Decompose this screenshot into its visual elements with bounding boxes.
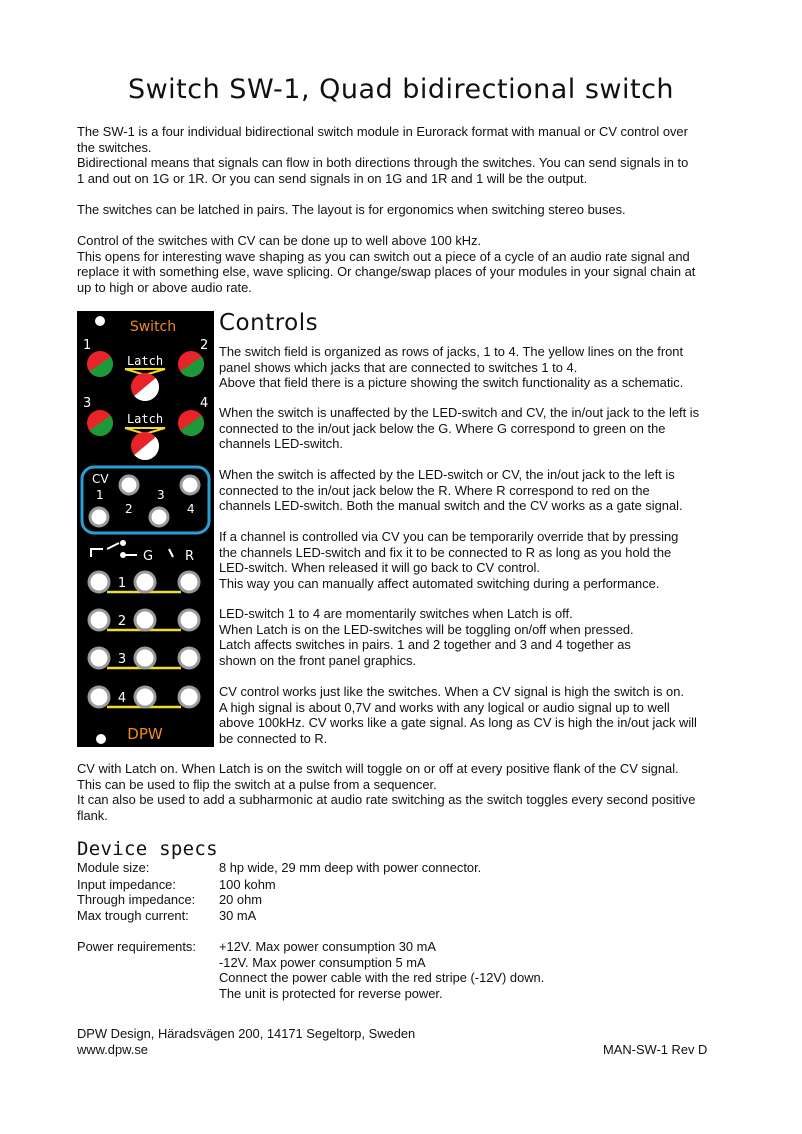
footer-website: www.dpw.se (77, 1042, 148, 1057)
latch-switch-2-icon (131, 432, 165, 466)
text-line: Connect the power cable with the red stripe (-12V) down. (219, 970, 545, 986)
spec-value (219, 860, 639, 876)
jack-3-g-icon (135, 648, 155, 668)
text-line: the channels LED-switch and fix it to be connected to R as long as you hold the (219, 544, 672, 560)
specs-heading: Device specs (77, 838, 218, 860)
mounting-hole-icon (95, 316, 105, 326)
jack-2-io-icon (89, 610, 109, 630)
text-line: Bidirectional means that signals can flow in both directions through the switches. You can send signals in to (77, 155, 689, 171)
text-line: 100 kohm (219, 877, 276, 892)
text-line: channels LED-switch. (219, 436, 343, 452)
latch-switch-1-icon (131, 373, 165, 407)
controls-paragraph-6 (219, 684, 729, 746)
controls-paragraph-2 (219, 405, 729, 452)
text-line: +12V. Max power consumption 30 mA (219, 939, 436, 954)
jack-row-number: 1 (117, 576, 127, 591)
led-switch-4-icon (178, 410, 209, 441)
text-line: connected to the in/out jack below the R. Where R correspond to red on the (219, 482, 650, 498)
page-title: Switch SW-1, Quad bidirectional switch (127, 74, 675, 105)
panel-title-label: Switch (129, 319, 177, 335)
text-line: A high signal is about 0,7V and works with any logical or audio signal up to well (219, 699, 670, 715)
cv-latch-paragraph (77, 761, 727, 823)
jack-1-g-icon (135, 572, 155, 592)
text-line: flank. (77, 807, 108, 823)
cv-jack-3-icon (181, 476, 199, 494)
jack-2-r-icon (179, 610, 199, 630)
intro-paragraph-1 (77, 124, 727, 186)
spec-label: Through impedance: (77, 892, 196, 907)
controls-paragraph-3 (219, 467, 729, 514)
spec-value (219, 877, 639, 893)
cv-number-4: 4 (187, 502, 195, 516)
text-line: The switch field is organized as rows of jacks, 1 to 4. The yellow lines on the front (219, 344, 684, 359)
panel-number-1: 1 (83, 338, 92, 353)
cv-number-2: 2 (125, 502, 133, 516)
switch-schematic-icon (91, 541, 173, 557)
controls-paragraph-4 (219, 529, 729, 591)
text-line: panel shows which jacks that are connected to switches 1 to 4. (219, 359, 578, 375)
text-line: If a channel is controlled via CV you can be temporarily override that by pressing (219, 529, 679, 544)
latch-label-2: Latch (126, 412, 164, 426)
text-line: shown on the front panel graphics. (219, 652, 417, 668)
text-line: 1 and out on 1G or 1R. Or you can send signals in on 1G and 1R and 1 will be the output. (77, 170, 588, 186)
footer-address: DPW Design, Häradsvägen 200, 14171 Segeltorp, Sweden (77, 1026, 416, 1041)
led-switch-3-icon (87, 410, 118, 441)
text-line: The switches can be latched in pairs. The layout is for ergonomics when switching stereo buses. (77, 202, 626, 217)
led-switch-2-icon (178, 351, 209, 382)
cv-number-3: 3 (157, 488, 165, 502)
jack-1-io-icon (89, 572, 109, 592)
text-line: up to high or above audio rate. (77, 279, 252, 295)
jack-row-4 (89, 687, 199, 707)
jack-4-g-icon (135, 687, 155, 707)
panel-r-label: R (185, 549, 195, 564)
text-line: This opens for interesting wave shaping as you can switch out a piece of a cycle of an audio rate signal and (77, 248, 690, 264)
text-line: be connected to R. (219, 730, 328, 746)
text-line: above 100kHz. CV works like a gate signal. As long as CV is high the in/out jack will (219, 715, 697, 731)
panel-brand-label: DPW (127, 725, 163, 743)
controls-paragraph-5 (219, 606, 729, 668)
jack-row-number: 4 (117, 691, 127, 706)
cv-jack-4-icon (150, 508, 168, 526)
jack-4-io-icon (89, 687, 109, 707)
text-line: 8 hp wide, 29 mm deep with power connector. (219, 860, 482, 875)
text-line: It can also be used to add a subharmonic at audio rate switching as the switch toggles every second positive (77, 792, 696, 808)
jack-3-r-icon (179, 648, 199, 668)
jack-1-r-icon (179, 572, 199, 592)
text-line: 30 mA (219, 908, 257, 923)
cv-number-1: 1 (96, 488, 104, 502)
controls-paragraph-1 (219, 344, 729, 391)
text-line: This can be used to flip the switch at a pulse from a sequencer. (77, 776, 437, 792)
jack-row-number: 2 (117, 614, 127, 629)
spec-value (219, 908, 639, 924)
cv-label: CV (92, 472, 109, 486)
spec-label: Input impedance: (77, 877, 176, 892)
cv-jack-1-icon (120, 476, 138, 494)
intro-paragraph-2 (77, 202, 727, 218)
text-line: -12V. Max power consumption 5 mA (219, 954, 426, 970)
cv-jack-2-icon (90, 508, 108, 526)
jack-4-r-icon (179, 687, 199, 707)
spec-value (219, 892, 639, 908)
jack-row-2 (89, 610, 199, 630)
panel-number-3: 3 (83, 396, 92, 411)
text-line: When the switch is unaffected by the LED-switch and CV, the in/out jack to the left is (219, 405, 700, 420)
jack-row-number: 3 (117, 652, 127, 667)
panel-g-label: G (143, 549, 154, 564)
text-line: Above that field there is a picture showing the switch functionality as a schematic. (219, 375, 684, 391)
jack-row-1 (89, 572, 199, 592)
panel-number-4: 4 (200, 396, 209, 411)
front-panel-graphic (77, 311, 214, 747)
spec-label: Power requirements: (77, 939, 196, 954)
text-line: When the switch is affected by the LED-switch or CV, the in/out jack to the left is (219, 467, 675, 482)
text-line: Control of the switches with CV can be done up to well above 100 kHz. (77, 233, 482, 248)
text-line: LED-switch. When released it will go back to CV control. (219, 560, 540, 576)
controls-heading: Controls (219, 310, 319, 336)
text-line: This way you can manually affect automated switching during a performance. (219, 575, 660, 591)
front-panel-image (77, 311, 214, 747)
spec-value (219, 939, 639, 1001)
jack-row-3 (89, 648, 199, 668)
spec-label: Module size: (77, 860, 150, 875)
latch-label-1: Latch (126, 354, 164, 368)
text-line: CV with Latch on. When Latch is on the switch will toggle on or off at every positive flank of the CV signal. (77, 761, 679, 776)
text-line: connected to the in/out jack below the G. Where G correspond to green on the (219, 420, 666, 436)
text-line: The unit is protected for reverse power. (219, 985, 443, 1001)
text-line: LED-switch 1 to 4 are momentarily switches when Latch is off. (219, 606, 573, 621)
text-line: When Latch is on the LED-switches will be toggling on/off when pressed. (219, 621, 634, 637)
footer-doc-id: MAN-SW-1 Rev D (603, 1042, 708, 1057)
text-line: channels LED-switch. Both the manual switch and the CV works as a gate signal. (219, 498, 683, 514)
text-line: 20 ohm (219, 892, 262, 907)
panel-number-2: 2 (200, 338, 209, 353)
text-line: the switches. (77, 139, 152, 155)
text-line: Latch affects switches in pairs. 1 and 2 together and 3 and 4 together as (219, 637, 631, 653)
spec-label: Max trough current: (77, 908, 189, 923)
text-line: CV control works just like the switches. When a CV signal is high the switch is on. (219, 684, 684, 699)
mounting-hole-icon (96, 734, 106, 744)
text-line: The SW-1 is a four individual bidirectional switch module in Eurorack format with manual or CV control over (77, 124, 688, 139)
intro-paragraph-3 (77, 233, 727, 295)
text-line: replace it with something else, wave splicing. Or change/swap places of your modules in your signal chain at (77, 264, 696, 280)
led-switch-1-icon (87, 351, 118, 382)
jack-2-g-icon (135, 610, 155, 630)
jack-3-io-icon (89, 648, 109, 668)
